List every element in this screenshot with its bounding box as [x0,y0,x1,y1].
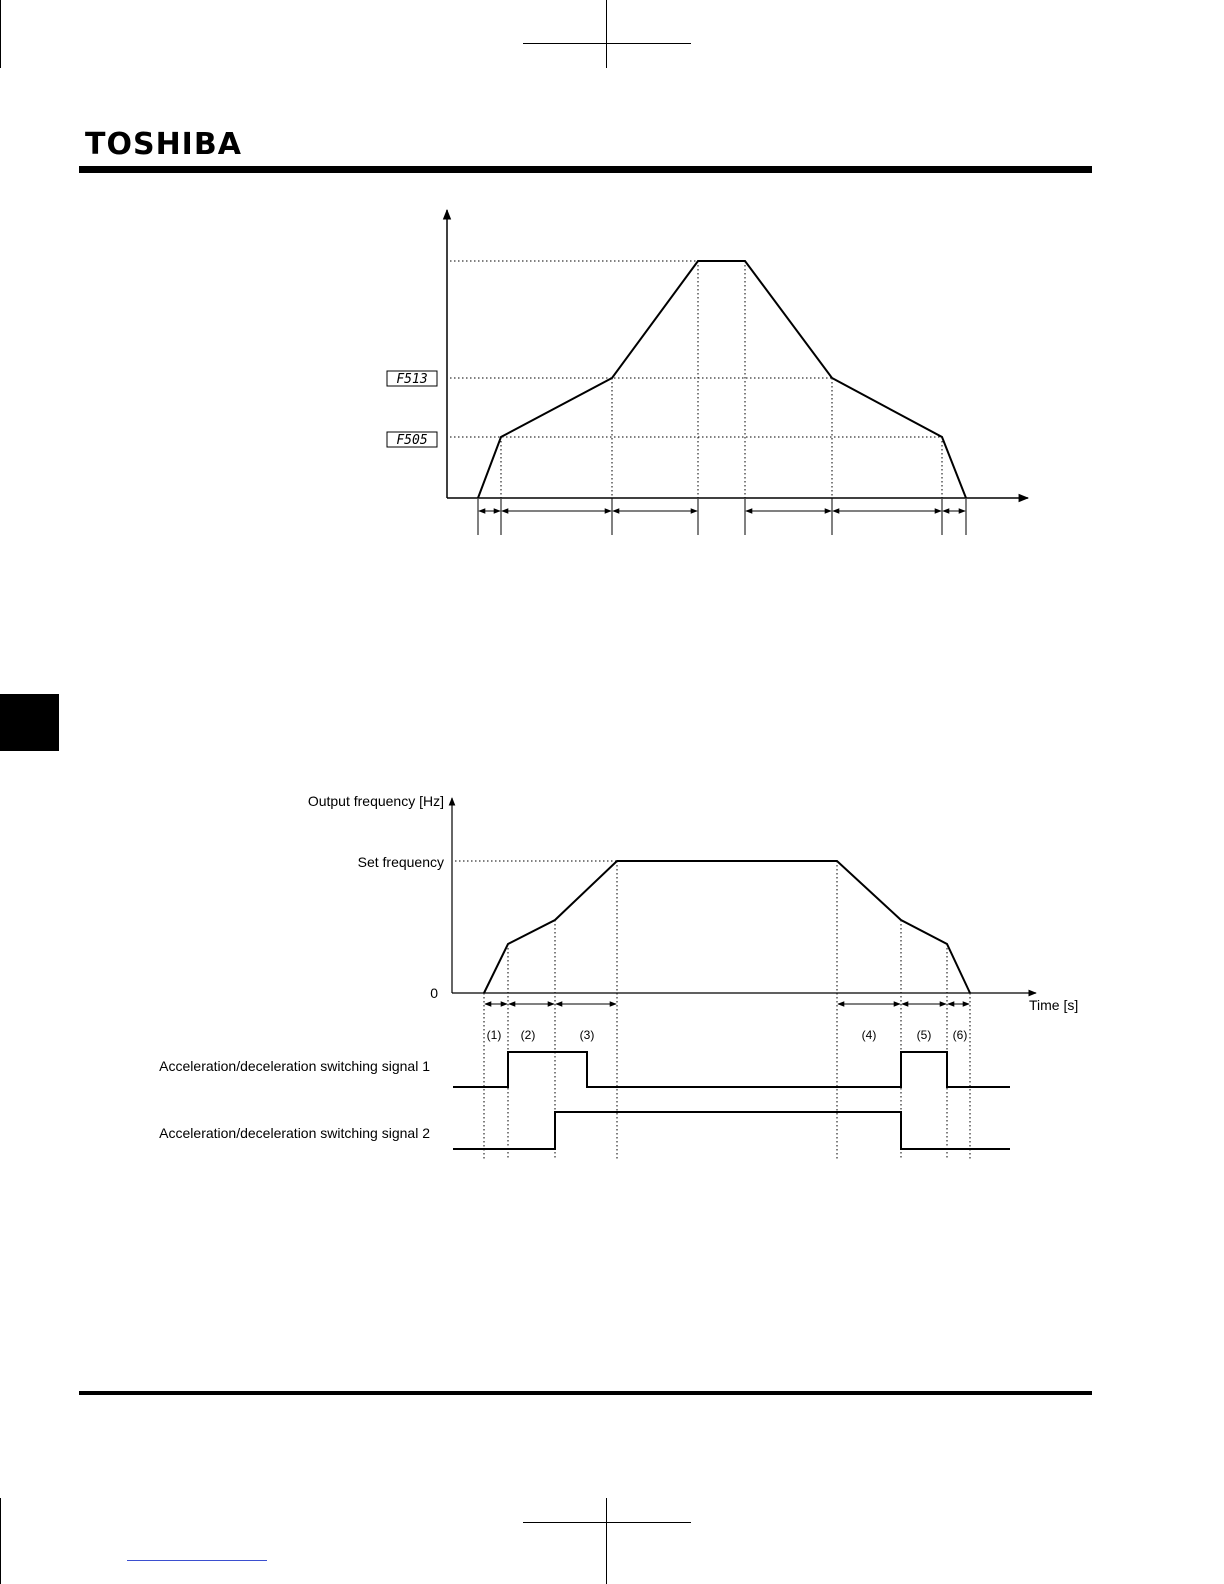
brand-logo: TOSHIBA [85,127,242,162]
figure1-interval-ticks [478,499,966,535]
figure2-vertical-guides [484,861,970,1160]
interval-label-5: (5) [916,1028,932,1042]
zero-label: 0 [430,985,438,1001]
figure1-vertical-guides [501,261,942,500]
interval-label-4: (4) [861,1028,877,1042]
signal-1-label: Acceleration/deceleration switching signal 1 [159,1058,430,1074]
figure1-horizontal-guides [450,261,942,437]
signal-2-label: Acceleration/deceleration switching signal 2 [159,1125,430,1141]
interval-label-6: (6) [952,1028,968,1042]
signal-1-waveform [453,1052,1010,1087]
figure2-y-axis-label: Output frequency [Hz] [307,793,444,809]
figure2-switching-timing [159,793,1078,1160]
figure1-profile-line [478,261,966,498]
param-label-f513: F513 [396,372,428,387]
param-label-f505: F505 [396,433,428,448]
figure2-x-axis-label: Time [s] [1029,997,1079,1013]
set-frequency-label: Set frequency [357,854,444,870]
figure2-profile-line [484,861,970,993]
interval-label-2: (2) [520,1028,536,1042]
interval-label-3: (3) [579,1028,595,1042]
param-box-f505 [387,432,437,448]
param-box-f513 [387,371,437,387]
interval-label-1: (1) [486,1028,502,1042]
figure1-frequency-profile [387,210,1028,535]
signal-2-waveform [453,1112,1010,1149]
